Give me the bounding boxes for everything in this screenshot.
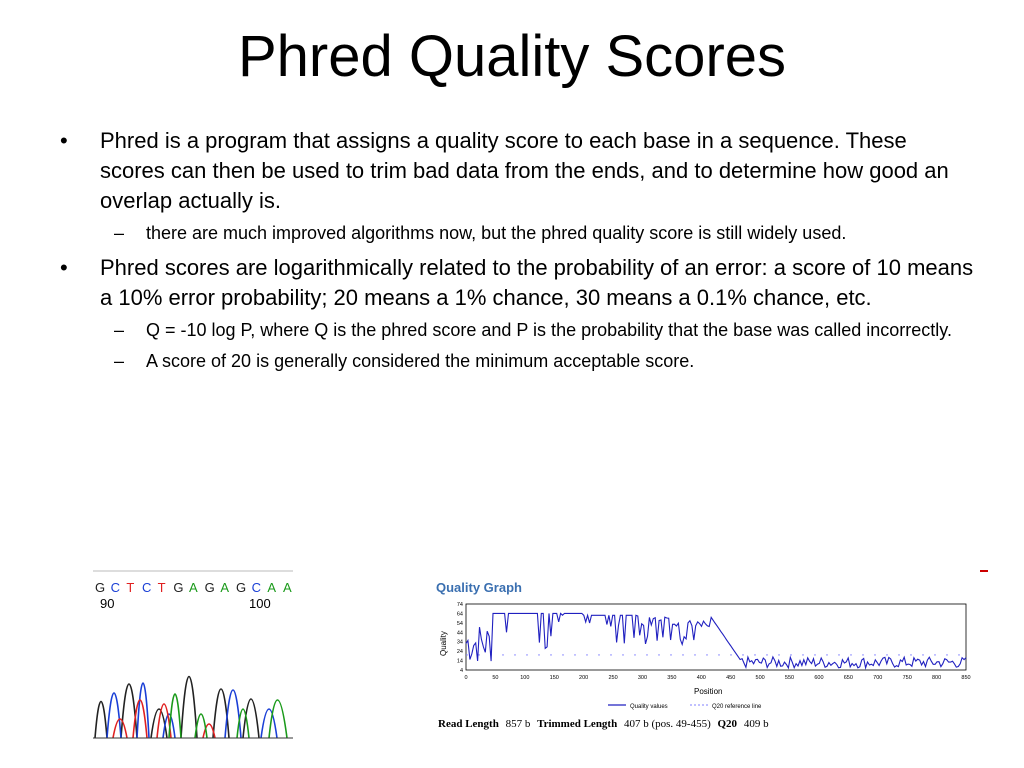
- x-tick-label: 800: [931, 675, 942, 681]
- quality-graph-xlabel: Position: [694, 687, 723, 696]
- base-call-letter: G: [204, 580, 215, 595]
- sub-bullet-item: [100, 220, 976, 247]
- x-tick-label: 350: [667, 675, 677, 681]
- legend-quality-values: Quality values: [630, 704, 668, 710]
- sub-bullet-text: Q = -10 log P, where Q is the phred score and P is the probability that the base was called incorrectly.: [146, 320, 952, 340]
- x-tick-label: 50: [492, 675, 499, 681]
- sub-bullet-list: [100, 220, 976, 247]
- sub-bullet-marker: –: [114, 320, 125, 340]
- x-tick-label: 550: [784, 675, 795, 681]
- quality-graph-x-ticks: [464, 675, 970, 681]
- bullet-text: Phred is a program that assigns a quality score to each base in a sequence. These scores can then be used to trim bad data from the ends, and to determine how good an overlap actually is.: [100, 128, 949, 213]
- quality-graph-legend: [608, 704, 762, 710]
- y-tick-label: 54: [456, 620, 463, 627]
- bullet-text: Phred scores are logarithmically related to the probability of an error: a score of 10 means a 10% error probability; 20 means a 1% chance, 30 means a 0.1% chance, etc.: [100, 255, 974, 310]
- bullet-list: [56, 126, 976, 381]
- x-tick-label: 500: [755, 675, 765, 681]
- bullet-item: [56, 126, 976, 247]
- bullet-item: [56, 253, 976, 375]
- base-call-letter: G: [173, 580, 184, 595]
- quality-graph-ylabel: Quality: [439, 631, 448, 656]
- base-call-letter: A: [220, 580, 230, 595]
- quality-values-line: [466, 613, 966, 668]
- y-tick-label: 64: [456, 611, 463, 618]
- chromatogram-position-label: 90: [100, 596, 115, 611]
- base-call-letter: T: [126, 580, 135, 595]
- sub-bullet-item: [100, 348, 976, 375]
- x-tick-label: 100: [520, 675, 530, 681]
- x-tick-label: 150: [549, 675, 559, 681]
- quality-graph-image: [432, 572, 977, 742]
- y-tick-label: 74: [456, 602, 463, 608]
- sub-bullet-text: A score of 20 is generally considered the minimum acceptable score.: [146, 351, 695, 371]
- x-tick-label: 400: [696, 675, 706, 681]
- base-call-letter: C: [251, 580, 262, 595]
- y-tick-label: 44: [456, 630, 463, 637]
- y-tick-label: 34: [456, 639, 463, 646]
- chromatogram-image: [93, 570, 293, 740]
- y-tick-label: 14: [456, 658, 463, 665]
- x-tick-label: 250: [608, 675, 618, 681]
- x-tick-label: 600: [814, 675, 824, 681]
- quality-graph-title: Quality Graph: [436, 580, 522, 595]
- slide-title: Phred Quality Scores: [237, 24, 787, 89]
- base-call-letter: A: [267, 580, 277, 595]
- sub-bullet-marker: –: [114, 223, 125, 243]
- chromatogram-base-calls: [95, 580, 292, 595]
- x-tick-label: 300: [637, 675, 648, 681]
- quality-graph-y-ticks: [457, 602, 463, 674]
- y-tick-label: 4: [459, 668, 463, 674]
- base-call-letter: T: [157, 580, 166, 595]
- x-tick-label: 850: [961, 675, 971, 681]
- chromatogram-traces: [95, 677, 287, 739]
- x-tick-label: 650: [843, 675, 853, 681]
- bullet-marker: •: [60, 255, 68, 280]
- base-call-letter: C: [142, 580, 152, 595]
- x-tick-label: 750: [902, 675, 912, 681]
- x-tick-label: 200: [579, 675, 589, 681]
- sub-bullet-item: [100, 317, 976, 344]
- base-call-letter: G: [236, 580, 247, 595]
- chromatogram-position-label: 100: [249, 596, 271, 611]
- x-tick-label: 700: [873, 675, 883, 681]
- base-call-letter: A: [189, 580, 198, 595]
- x-tick-label: 450: [726, 675, 736, 681]
- base-call-letter: A: [283, 580, 292, 595]
- bullet-marker: •: [60, 128, 68, 153]
- base-call-letter: G: [95, 580, 106, 595]
- sub-bullet-list: [100, 317, 976, 375]
- sub-bullet-marker: –: [114, 351, 125, 371]
- quality-graph-footer: Read Length 857 b Trimmed Length 407 b (pos. 49-455) Q20 409 b: [438, 718, 769, 730]
- sub-bullet-text: there are much improved algorithms now, but the phred quality score is still widely used.: [146, 223, 847, 243]
- y-tick-label: 24: [456, 649, 463, 656]
- legend-q20-reference: Q20 reference line: [712, 704, 762, 710]
- x-tick-label: 0: [464, 675, 468, 681]
- base-call-letter: C: [110, 580, 121, 595]
- decorative-mark: [980, 570, 988, 572]
